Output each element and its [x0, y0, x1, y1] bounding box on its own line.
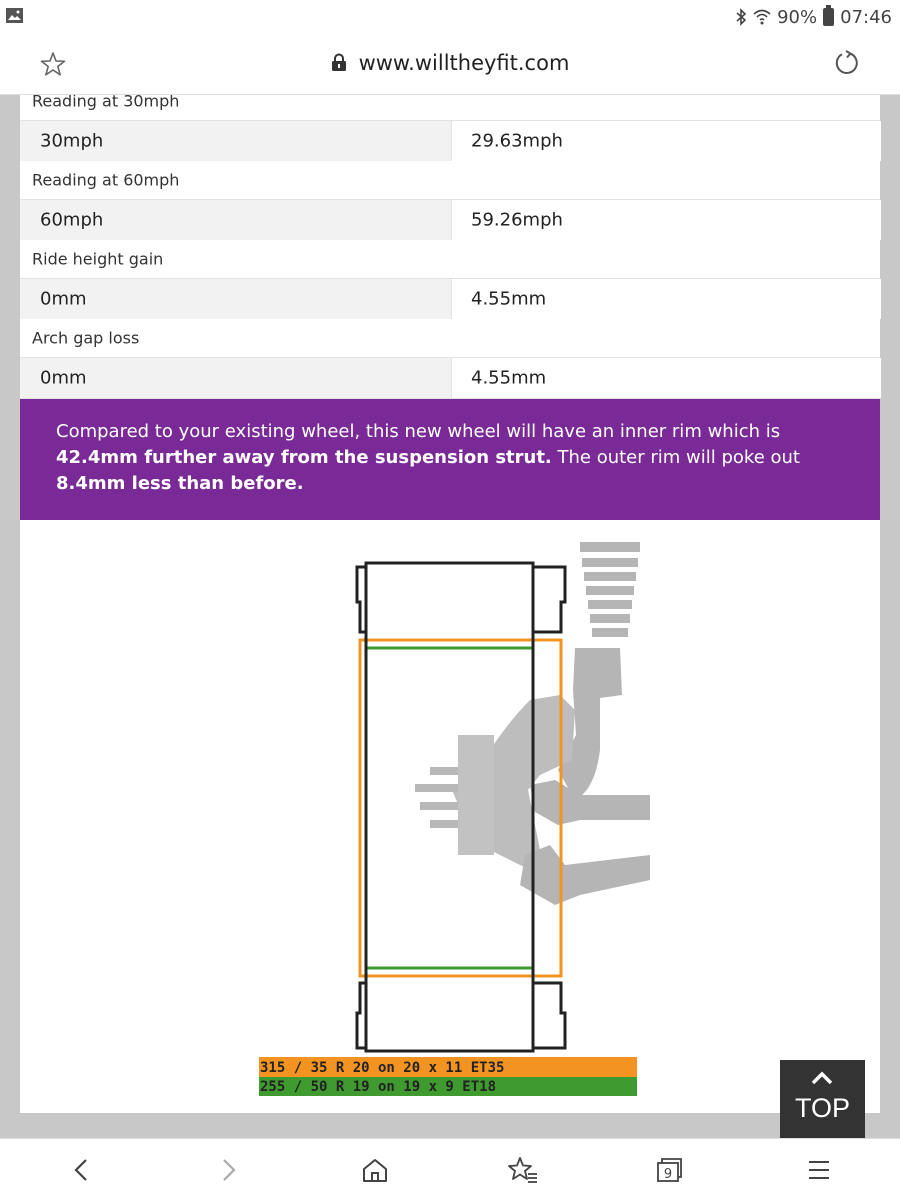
bookmarks-button[interactable]: [506, 1153, 540, 1187]
diagram-legend: [259, 1057, 637, 1096]
legend-text-new-wheel: 315 / 35 R 20 on 20 x 11 ET35: [260, 1060, 505, 1076]
tabs-icon: [655, 1157, 683, 1183]
forward-button[interactable]: [212, 1153, 246, 1187]
row-label-arch-gap: Arch gap loss: [20, 319, 880, 357]
new-value: 4.55mm: [471, 367, 547, 389]
row-values-speedo-60: [20, 199, 880, 241]
current-value: 0mm: [40, 288, 87, 310]
lock-icon: [331, 53, 347, 72]
status-bar: [0, 0, 900, 34]
lower-arm: [520, 845, 650, 905]
menu-button[interactable]: [802, 1153, 836, 1187]
page-content: [0, 95, 900, 1138]
tabs-button[interactable]: [652, 1153, 686, 1187]
row-label-speedo-30: Reading at 30mph: [20, 95, 880, 120]
bookmarks-star-list-icon: [508, 1156, 538, 1184]
back-to-top-button[interactable]: [780, 1060, 865, 1138]
tie-rod: [530, 780, 650, 825]
battery-icon: [823, 8, 834, 26]
gallery-notification-icon: [6, 8, 23, 23]
tab-count: 9: [663, 1167, 673, 1182]
browser-nav-bar: [0, 1138, 900, 1201]
reload-icon[interactable]: [834, 50, 860, 76]
home-button[interactable]: [358, 1153, 392, 1187]
new-value: 4.55mm: [471, 288, 547, 310]
wheel-fitment-diagram: [20, 520, 880, 1113]
row-label-ride-height: Ride height gain: [20, 240, 880, 278]
battery-percent: 90%: [777, 6, 818, 28]
url-text: www.willtheyfit.com: [358, 51, 570, 75]
legend-text-existing-wheel: 255 / 50 R 19 on 19 x 9 ET18: [260, 1079, 497, 1095]
home-icon: [361, 1157, 389, 1183]
row-values-ride-height: [20, 278, 880, 320]
results-panel: [20, 95, 880, 1113]
chevron-left-icon: [72, 1157, 90, 1183]
clock: 07:46: [840, 6, 892, 28]
comparison-banner: Compared to your existing wheel, this new wheel will have an inner rim which is 42.4mm further away from the suspension strut. The outer rim will poke out 8.4mm less than before.: [20, 399, 880, 520]
url-field[interactable]: [0, 51, 900, 75]
new-value: 59.26mph: [471, 209, 563, 231]
chevron-right-icon: [220, 1157, 238, 1183]
row-values-speedo-30: [20, 120, 880, 162]
hamburger-menu-icon: [807, 1158, 831, 1182]
row-label-speedo-60: Reading at 60mph: [20, 161, 880, 199]
current-value: 0mm: [40, 367, 87, 389]
address-bar: [0, 34, 900, 95]
coil-spring: [580, 542, 640, 637]
current-value: 60mph: [40, 209, 104, 231]
fitment-drawing: [20, 520, 880, 1113]
wifi-icon: [753, 8, 771, 26]
new-value: 29.63mph: [471, 130, 563, 152]
top-label: TOP: [794, 1093, 850, 1123]
back-button[interactable]: [64, 1153, 98, 1187]
current-value: 30mph: [40, 130, 104, 152]
chevron-up-icon: [810, 1070, 834, 1086]
row-values-arch-gap: [20, 357, 880, 399]
bluetooth-icon: [735, 8, 747, 26]
